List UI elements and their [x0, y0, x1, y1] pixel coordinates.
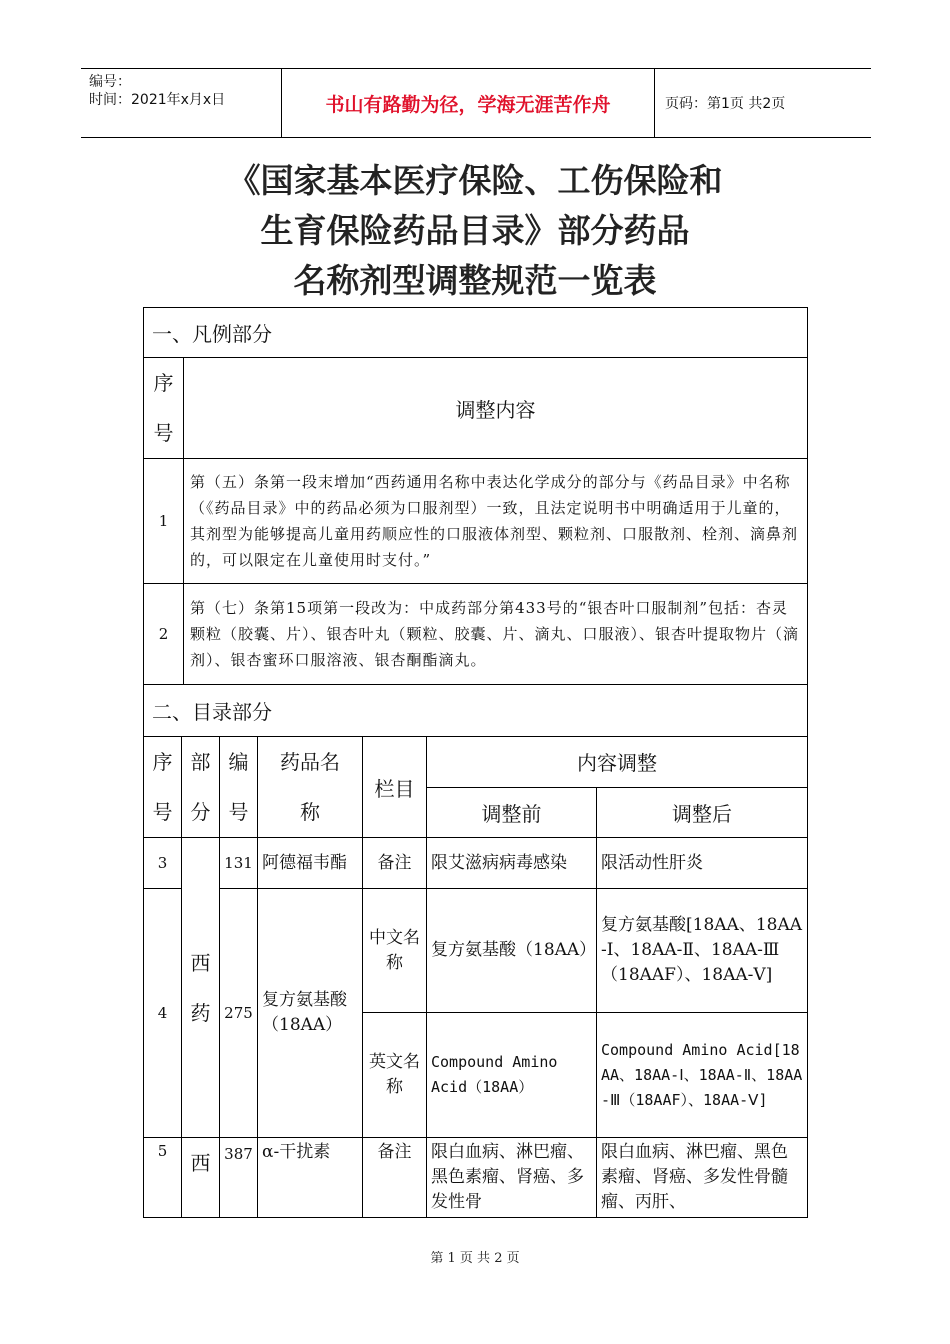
section-2-heading: 二、目录部分: [144, 685, 808, 737]
col-header-no-a: 序: [153, 371, 174, 395]
general-rules-table: [143, 307, 808, 737]
col-header-content: 调整内容: [184, 358, 808, 459]
th-no-a: 序: [152, 750, 173, 774]
document-title: [0, 156, 950, 306]
row-5-before: 限白血病、淋巴瘤、黑色素瘤、肾癌、多发性骨: [427, 1138, 597, 1218]
th-part-a: 部: [190, 750, 211, 774]
catalog-table: [143, 736, 808, 1218]
row-5-part: 西: [182, 1138, 220, 1218]
row-4-code: 275: [220, 889, 258, 1138]
row-4-en-column: 英文名称: [363, 1013, 427, 1138]
serial-label: 编号：: [89, 74, 131, 90]
th-adjust: 内容调整: [427, 737, 808, 788]
page-header: [81, 68, 871, 138]
title-line-1: 《国家基本医疗保险、工伤保险和: [227, 161, 723, 200]
th-after: 调整后: [597, 787, 808, 838]
row-5-column: 备注: [363, 1138, 427, 1218]
th-drug-name-a: 药品名: [280, 750, 340, 774]
page-info: 页码：第1页 共2页: [665, 96, 786, 112]
th-part: [182, 737, 220, 838]
title-line-2: 生育保险药品目录》部分药品: [260, 211, 690, 250]
th-part-b: 分: [190, 800, 211, 824]
section-1-heading: 一、凡例部分: [144, 308, 808, 358]
row-3-name: 阿德福韦酯: [258, 838, 363, 889]
row-3-no: 3: [144, 838, 182, 889]
title-line-3: 名称剂型调整规范一览表: [293, 261, 657, 300]
row-4-cn-before: 复方氨基酸（18AA）: [427, 889, 597, 1013]
th-drug-name: [258, 737, 363, 838]
col-header-no: [144, 358, 184, 459]
page-footer: 第 1 页 共 2 页: [430, 1251, 520, 1266]
row-4-no: 4: [144, 889, 182, 1138]
th-before: 调整前: [427, 787, 597, 838]
row-4-name: 复方氨基酸（18AA）: [258, 889, 363, 1138]
row-1-no: 1: [144, 459, 184, 584]
row-4-cn-after: 复方氨基酸[18AA、18AA-Ⅰ、18AA-Ⅱ、18AA-Ⅲ（18AAF）、18AA-Ⅴ]: [597, 889, 808, 1013]
row-5-name: α-干扰素: [258, 1138, 363, 1218]
th-drug-name-b: 称: [300, 800, 320, 824]
row-4-en-after: Compound Amino Acid[18AA、18AA-Ⅰ、18AA-Ⅱ、18AA-Ⅲ（18AAF）、18AA-Ⅴ]: [597, 1013, 808, 1138]
part-xiyao-a: 西: [190, 950, 211, 975]
header-meta: [89, 73, 281, 109]
row-5-no: 5: [144, 1138, 182, 1218]
th-no-b: 号: [152, 800, 173, 824]
row-3-column: 备注: [363, 838, 427, 889]
part-xiyao-b: 药: [190, 1000, 211, 1025]
row-5-code: 387: [220, 1138, 258, 1218]
th-code: [220, 737, 258, 838]
row-3-after: 限活动性肝炎: [597, 838, 808, 889]
col-header-no-b: 号: [153, 421, 174, 445]
th-code-a: 编: [228, 750, 249, 774]
row-2-no: 2: [144, 584, 184, 685]
part-xiyao: [182, 838, 220, 1138]
th-no: [144, 737, 182, 838]
motto: 书山有路勤为径，学海无涯苦作舟: [281, 69, 655, 137]
th-column: 栏目: [363, 737, 427, 838]
th-code-b: 号: [228, 800, 249, 824]
row-3-code: 131: [220, 838, 258, 889]
row-4-en-before: Compound Amino Acid（18AA）: [427, 1013, 597, 1138]
row-3-before: 限艾滋病病毒感染: [427, 838, 597, 889]
row-2-content: 第（七）条第15项第一段改为：中成药部分第433号的“银杏叶口服制剂”包括：杏灵颗粒（胶囊、片）、银杏叶丸（颗粒、胶囊、片、滴丸、口服液）、银杏叶提取物片（滴剂）、银杏蜜环口服溶液、银杏酮酯滴丸。: [184, 584, 808, 685]
row-1-content: 第（五）条第一段末增加“西药通用名称中表达化学成分的部分与《药品目录》中名称（《药品目录》中的药品必须为口服剂型）一致，且法定说明书中明确适用于儿童的，其剂型为能够提高儿童用药顺应性的口服液体剂型、颗粒剂、口服散剂、栓剂、滴鼻剂的，可以限定在儿童使用时支付。”: [184, 459, 808, 584]
row-4-cn-column: 中文名称: [363, 889, 427, 1013]
row-5-after: 限白血病、淋巴瘤、黑色素瘤、肾癌、多发性骨髓瘤、丙肝、: [597, 1138, 808, 1218]
date-line: 时间：2021年x月x日: [89, 92, 226, 108]
